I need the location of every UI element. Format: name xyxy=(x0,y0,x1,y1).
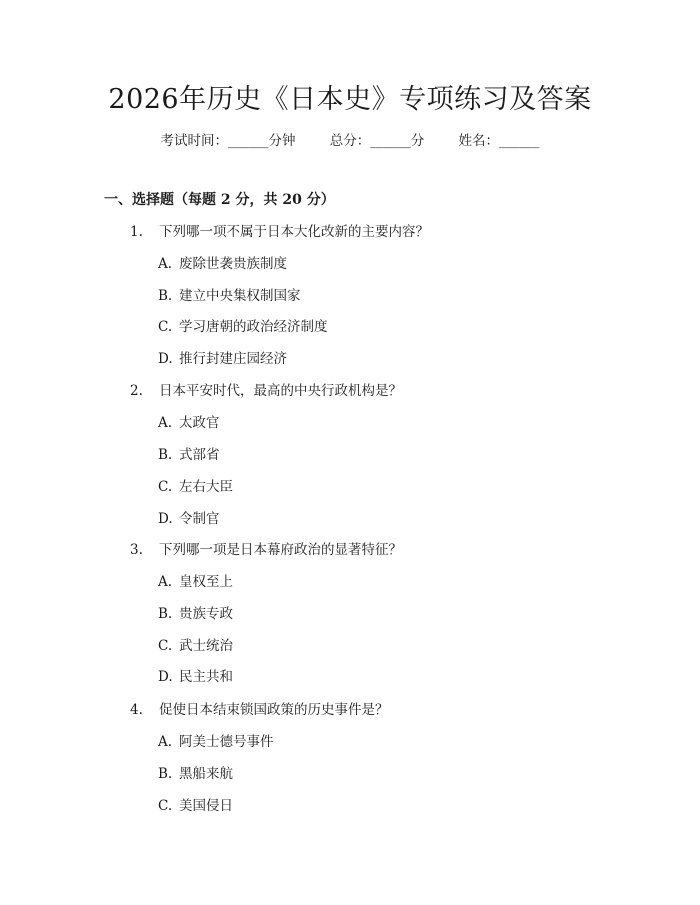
option-letter: A. xyxy=(158,256,173,272)
question-number: 4. xyxy=(130,702,143,718)
option-text: 令制官 xyxy=(179,511,220,527)
option-text: 推行封建庄园经济 xyxy=(179,351,287,367)
option-letter: B. xyxy=(158,447,173,463)
section-heading: 一、选择题（每题 2 分，共 20 分） xyxy=(104,192,335,208)
option-letter: D. xyxy=(158,351,173,367)
option-text: 贵族专政 xyxy=(179,606,233,622)
exam-time-field: 考试时间：______分钟 xyxy=(160,133,296,149)
question-text: 日本平安时代，最高的中央行政机构是？ xyxy=(159,383,402,399)
question-number: 2. xyxy=(130,383,143,399)
option-text: 美国侵日 xyxy=(179,798,233,814)
option-text: 皇权至上 xyxy=(179,574,233,590)
option-1b xyxy=(158,286,301,306)
option-2c xyxy=(158,477,233,497)
option-text: 武士统治 xyxy=(179,638,233,654)
option-3b xyxy=(158,604,233,624)
page-title: 2026年历史《日本史》专项练习及答案 xyxy=(108,84,592,115)
option-letter: A. xyxy=(158,574,173,590)
option-text: 式部省 xyxy=(179,447,220,463)
question-3 xyxy=(130,540,402,560)
question-text: 下列哪一项不属于日本大化改新的主要内容？ xyxy=(159,224,429,240)
option-letter: C. xyxy=(158,479,173,495)
option-2a xyxy=(158,413,220,433)
option-letter: C. xyxy=(158,638,173,654)
option-letter: A. xyxy=(158,415,173,431)
option-4a xyxy=(158,732,274,752)
option-text: 黑船来航 xyxy=(179,766,233,782)
option-letter: B. xyxy=(158,606,173,622)
option-text: 民主共和 xyxy=(179,669,233,685)
option-text: 阿美士德号事件 xyxy=(179,734,274,750)
option-3a xyxy=(158,572,233,592)
option-4c xyxy=(158,796,233,816)
question-1 xyxy=(130,222,429,242)
option-1d xyxy=(158,349,287,369)
option-letter: B. xyxy=(158,288,173,304)
question-text: 促使日本结束锁国政策的历史事件是？ xyxy=(159,702,389,718)
question-text: 下列哪一项是日本幕府政治的显著特征？ xyxy=(159,542,402,558)
option-letter: D. xyxy=(158,511,173,527)
question-number: 3. xyxy=(130,542,143,558)
option-text: 左右大臣 xyxy=(179,479,233,495)
option-4b xyxy=(158,764,233,784)
question-2 xyxy=(130,381,402,401)
question-4 xyxy=(130,700,389,720)
option-text: 废除世袭贵族制度 xyxy=(179,256,287,272)
option-letter: D. xyxy=(158,669,173,685)
option-letter: C. xyxy=(158,319,173,335)
option-1c xyxy=(158,317,328,337)
option-text: 学习唐朝的政治经济制度 xyxy=(179,319,328,335)
exam-meta xyxy=(0,131,700,151)
option-letter: C. xyxy=(158,798,173,814)
option-3d xyxy=(158,667,233,687)
option-1a xyxy=(158,254,287,274)
option-text: 建立中央集权制国家 xyxy=(179,288,301,304)
option-2b xyxy=(158,445,220,465)
option-text: 太政官 xyxy=(179,415,220,431)
student-name-field: 姓名：______ xyxy=(458,133,540,149)
option-3c xyxy=(158,636,233,656)
question-number: 1. xyxy=(130,224,143,240)
total-score-field: 总分：______分 xyxy=(329,133,425,149)
option-2d xyxy=(158,509,220,529)
option-letter: A. xyxy=(158,734,173,750)
option-letter: B. xyxy=(158,766,173,782)
